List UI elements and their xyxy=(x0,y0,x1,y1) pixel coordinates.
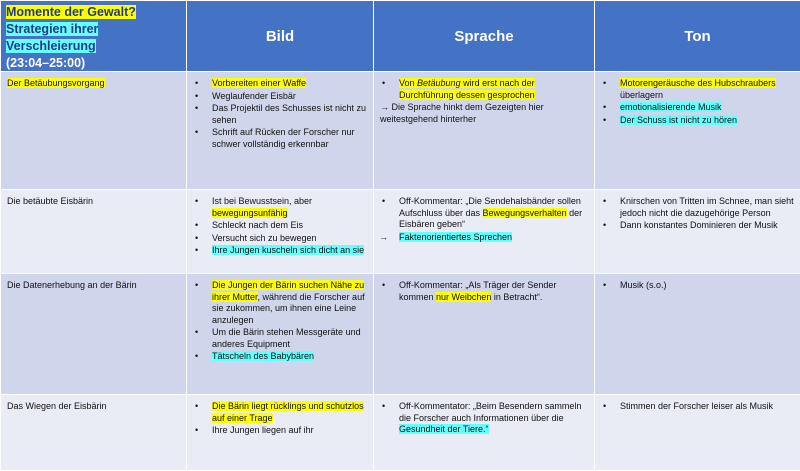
header-bild: Bild xyxy=(187,1,374,72)
list-item: • emotionalisierende Musik xyxy=(601,102,794,114)
list-item: • Knirschen von Tritten im Schnee, man sieht jedoch nicht die dazugehörige Person xyxy=(601,196,794,219)
ton-cell xyxy=(595,274,800,395)
header-title-cell xyxy=(1,1,187,72)
bild-cell xyxy=(187,72,374,190)
row-label: Der Betäubungsvorgang xyxy=(7,78,105,88)
list-item: • Die Jungen der Bärin suchen Nähe zu ihrer Mutter, während die Forscher auf sie zukommen, um ihnen eine Leine anzulegen xyxy=(193,280,367,326)
list-item: • Ihre Jungen kuscheln sich dicht an sie xyxy=(193,245,367,257)
table-row xyxy=(1,190,800,274)
header-row xyxy=(1,1,800,72)
list-item: • Dann konstantes Dominieren der Musik xyxy=(601,220,794,232)
ton-cell xyxy=(595,72,800,190)
arrow-line: → Die Sprache hinkt dem Gezeigten hier weitestgehend hinterher xyxy=(380,102,588,125)
list-item: • Ist bei Bewusstsein, aber bewegungsunfähig xyxy=(193,196,367,219)
list-item: • Off-Kommentar: „Die Sendehalsbänder sollen Aufschluss über das Bewegungsverhalten der Eisbären geben“ xyxy=(380,196,588,231)
row-label-cell xyxy=(1,395,187,471)
list-item: • Tätscheln des Babybären xyxy=(193,351,367,363)
list-item: • Weglaufender Eisbär xyxy=(193,91,367,103)
row-label-cell xyxy=(1,72,187,190)
sprache-cell xyxy=(374,190,595,274)
list-item: • Um die Bärin stehen Messgeräte und anderes Equipment xyxy=(193,327,367,350)
list-item: • Die Bärin liegt rücklings und schutzlos auf einer Trage xyxy=(193,401,367,424)
list-item: → Faktenorientiertes Sprechen xyxy=(380,232,588,244)
list-item: • Stimmen der Forscher leiser als Musik xyxy=(601,401,794,413)
ton-cell xyxy=(595,190,800,274)
table-row xyxy=(1,72,800,190)
bild-cell xyxy=(187,190,374,274)
header-sprache: Sprache xyxy=(374,1,595,72)
table-row xyxy=(1,274,800,395)
bild-cell xyxy=(187,274,374,395)
row-label: Das Wiegen der Eisbärin xyxy=(7,401,107,411)
sprache-cell xyxy=(374,395,595,471)
list-item: • Ihre Jungen liegen auf ihr xyxy=(193,425,367,437)
list-item: • Der Schuss ist nicht zu hören xyxy=(601,115,794,127)
ton-cell xyxy=(595,395,800,471)
row-label-cell xyxy=(1,190,187,274)
row-label: Die Datenerhebung an der Bärin xyxy=(7,280,137,290)
bild-cell xyxy=(187,395,374,471)
sprache-cell xyxy=(374,274,595,395)
list-item: • Schleckt nach dem Eis xyxy=(193,220,367,232)
list-item: • Vorbereiten einer Waffe xyxy=(193,78,367,90)
header-ton: Ton xyxy=(595,1,800,72)
list-item: • Off-Kommentar: „Als Träger der Sender kommen nur Weibchen in Betracht“. xyxy=(380,280,588,303)
list-item: • Das Projektil des Schusses ist nicht zu sehen xyxy=(193,103,367,126)
list-item: • Versucht sich zu bewegen xyxy=(193,233,367,245)
list-item: • Von Betäubung wird erst nach der Durchführung dessen gesprochen xyxy=(380,78,588,101)
row-label-cell xyxy=(1,274,187,395)
sprache-cell xyxy=(374,72,595,190)
title-line-3: (23:04–25:00) xyxy=(6,56,85,70)
row-label: Die betäubte Eisbärin xyxy=(7,196,93,206)
title-line-2: Strategien ihrer Verschleierung xyxy=(6,22,98,53)
title-line-1: Momente der Gewalt? xyxy=(6,5,136,19)
table-row xyxy=(1,395,800,471)
list-item: • Schrift auf Rücken der Forscher nur schwer vollständig erkennbar xyxy=(193,127,367,150)
list-item: • Motorengeräusche des Hubschraubers überlagern xyxy=(601,78,794,101)
list-item: • Musik (s.o.) xyxy=(601,280,794,292)
list-item: • Off-Kommentator: „Beim Besendern sammeln die Forscher auch Informationen über die Gesundheit der Tiere.“ xyxy=(380,401,588,436)
